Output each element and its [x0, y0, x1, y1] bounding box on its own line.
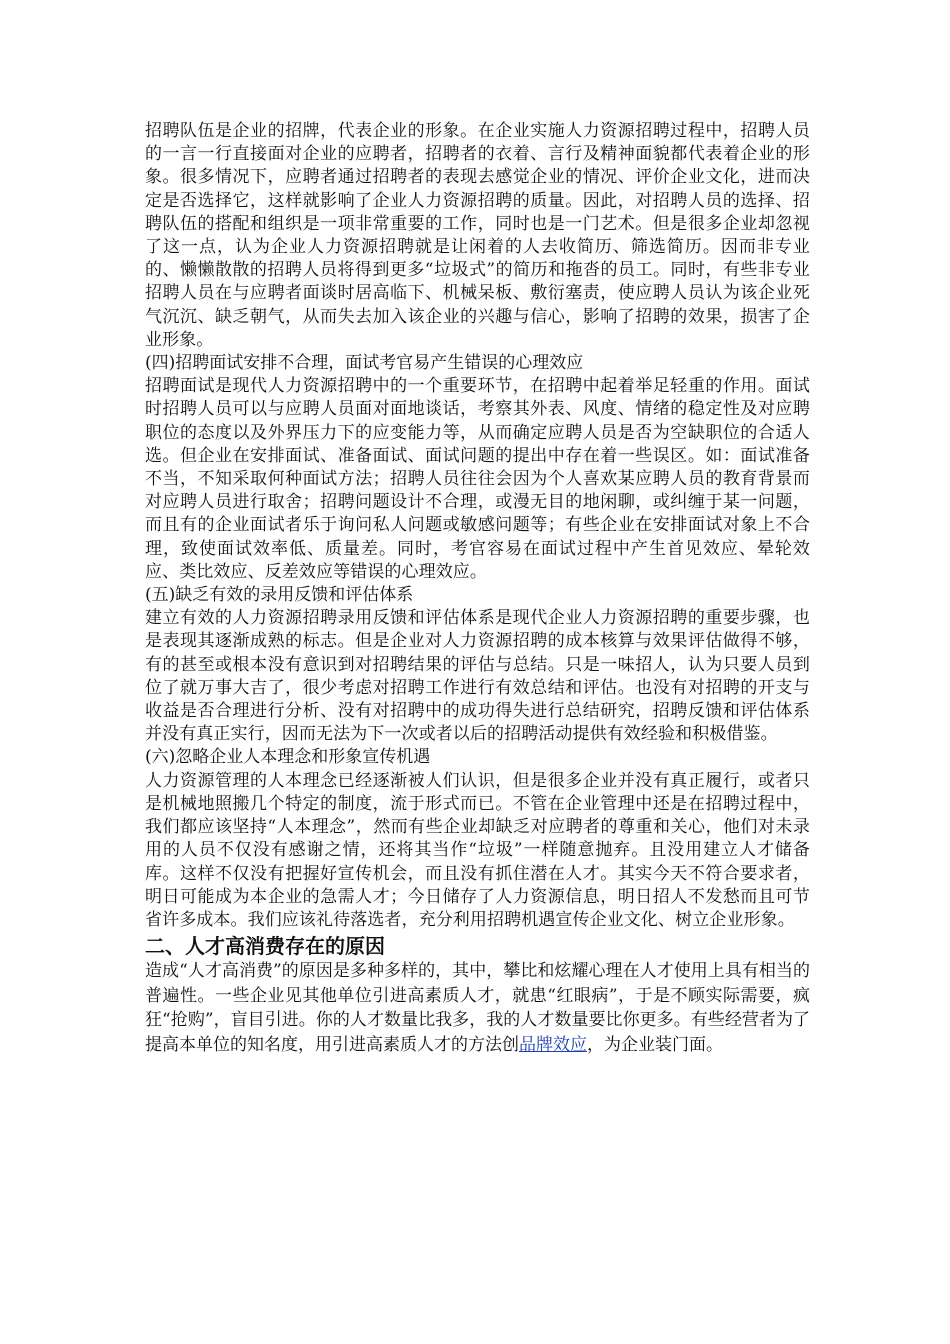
paragraph-feedback: 建立有效的人力资源招聘录用反馈和评估体系是现代企业人力资源招聘的重要步骤，也是表现其逐渐成熟的标志。但是企业对人力资源招聘的成本核算与效果评估做得不够，有的甚至或根本没有意识到对招聘结果的评估与总结。只是一味招人，认为只要人员到位了就万事大吉了，很少考虑对招聘工作进行有效总结和评估。也没有对招聘的开支与收益是否合理进行分析、没有对招聘中的成功得失进行总结研究，招聘反馈和评估体系并没有真正实行，因而无法为下一次或者以后的招聘活动提供有效经验和积极借鉴。: [145, 608, 810, 745]
chapter-heading-2: 二、人才高消费存在的原因: [145, 934, 385, 959]
brand-effect-link[interactable]: 品牌效应: [519, 1034, 587, 1055]
paragraph-humanistic: 人力资源管理的人本理念已经逐渐被人们认识，但是很多企业并没有真正履行，或者只是机械地照搬几个特定的制度，流于形式而已。不管在企业管理中还是在招聘过程中，我们都应该坚持“人本理念”，然而有些企业却缺乏对应聘者的尊重和关心，他们对未录用的人员不仅没有感谢之情，还将其当作“垃圾”一样随意抛弃。且没用建立人才储备库。这样不仅没有把握好宣传机会，而且没有抓住潜在人才。其实今天不符合要求者，明日可能成为本企业的急需人才；今日储存了人力资源信息，明日招人不发愁而且可节省许多成本。我们应该礼待落选者，充分利用招聘机遇宣传企业文化、树立企业形象。: [145, 770, 810, 930]
document-page: [145, 120, 810, 1057]
paragraph-interview: 招聘面试是现代人力资源招聘中的一个重要环节，在招聘中起着举足轻重的作用。面试时招聘人员可以与应聘人员面对面地谈话，考察其外表、风度、情绪的稳定性及对应聘职位的态度以及外界压力下的应变能力等，从而确定应聘人员是否为空缺职位的合适人选。但企业在安排面试、准备面试、面试问题的提出中存在着一些误区。如：面试准备不当，不知采取何种面试方法；招聘人员往往会因为个人喜欢某应聘人员的教育背景而对应聘人员进行取舍；招聘问题设计不合理，或漫无目的地闲聊，或纠缠于某一问题，而且有的企业面试者乐于询问私人问题或敏感问题等；有些企业在安排面试对象上不合理，致使面试效率低、质量差。同时，考官容易在面试过程中产生首见效应、晕轮效应、类比效应、反差效应等错误的心理效应。: [145, 376, 810, 582]
paragraph-reasons: [145, 959, 810, 1057]
paragraph-recruiting-team: 招聘队伍是企业的招牌，代表企业的形象。在企业实施人力资源招聘过程中，招聘人员的一言一行直接面对企业的应聘者，招聘者的衣着、言行及精神面貌都代表着企业的形象。很多情况下，应聘者通过招聘者的表现去感觉企业的情况、评价企业文化，进而决定是否选择它，这样就影响了企业人力资源招聘的质量。因此，对招聘人员的选择、招聘队伍的搭配和组织是一项非常重要的工作，同时也是一门艺术。但是很多企业却忽视了这一点，认为企业人力资源招聘就是让闲着的人去收简历、筛选简历。因而非专业的、懒懒散散的招聘人员将得到更多“垃圾式”的简历和拖沓的员工。同时，有些非专业招聘人员在与应聘者面谈时居高临下、机械呆板、敷衍塞责，使应聘人员认为该企业死气沉沉、缺乏朝气，从而失去加入该企业的兴趣与信心，影响了招聘的效果，损害了企业形象。: [145, 121, 810, 350]
section-heading-4: (四)招聘面试安排不合理，面试考官易产生错误的心理效应: [145, 353, 584, 374]
section-heading-5: (五)缺乏有效的录用反馈和评估体系: [145, 585, 414, 606]
section-heading-6: (六)忽略企业人本理念和形象宣传机遇: [145, 747, 431, 768]
paragraph-reasons-text: 造成“人才高消费”的原因是多种多样的，其中，攀比和炫耀心理在人才使用上具有相当的普遍性。一些企业见其他单位引进高素质人才，就患“红眼病”，于是不顾实际需要，疯狂“抢购”，盲目引进。你的人才数量比我多，我的人才数量要比你更多。有些经营者为了提高本单位的知名度，用引进高素质人才的方法创: [145, 961, 810, 1055]
paragraph-reasons-tail: ，为企业装门面。: [587, 1034, 723, 1055]
